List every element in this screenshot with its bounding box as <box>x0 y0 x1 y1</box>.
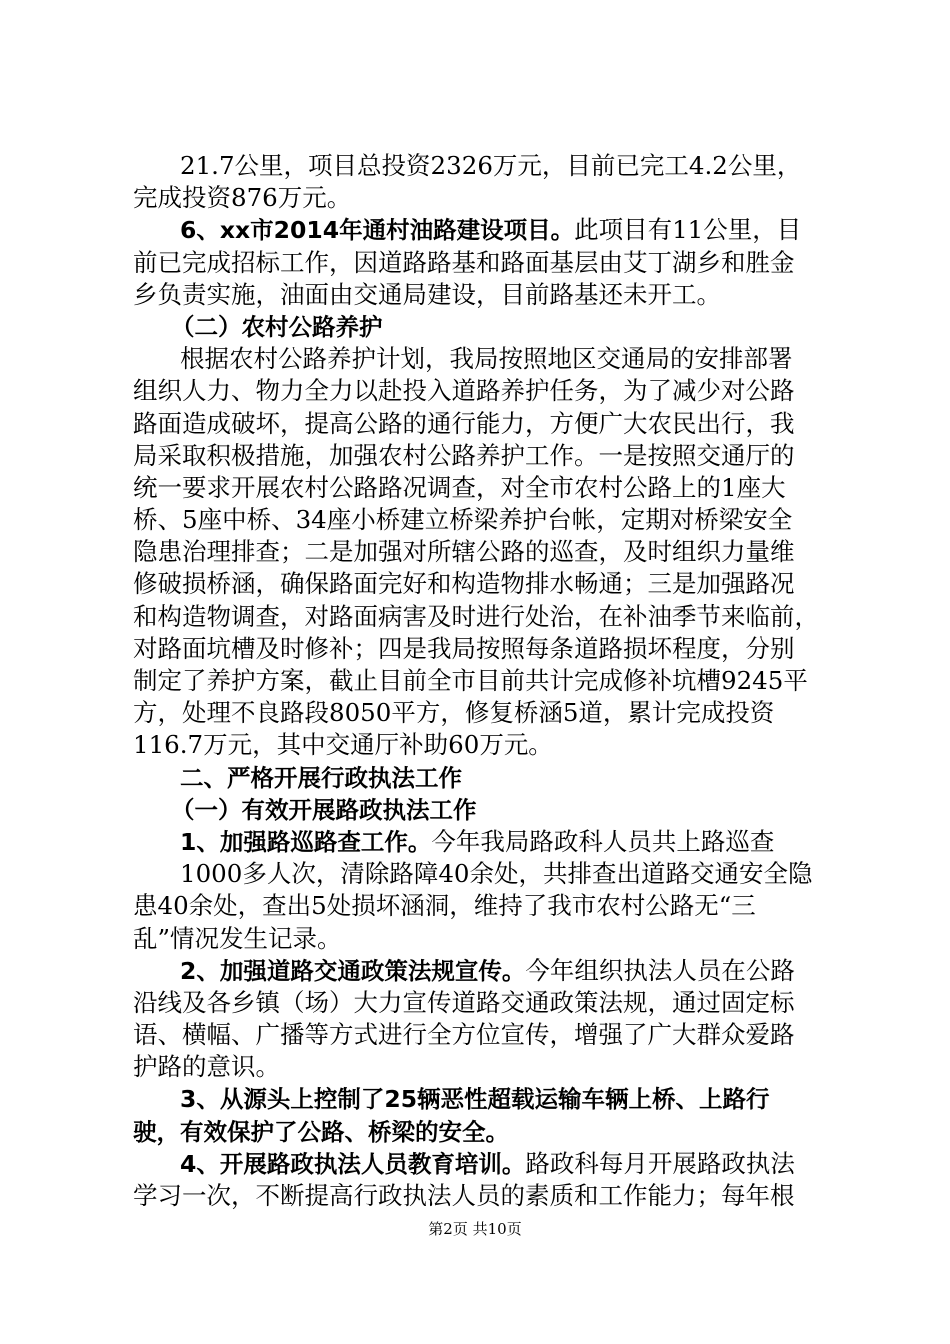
text-line-rest: 今年我局路政科人员共上路巡查 <box>431 826 775 856</box>
page-footer: 第2页 共10页 <box>428 1220 522 1238</box>
text-line-content: 4、开展路政执法人员教育培训。 <box>180 1149 526 1178</box>
text-line-content: 组织人力、物力全力以赴投入道路养护任务，为了减少对公路 <box>133 376 795 406</box>
text-line-content: 路面造成破坏，提高公路的通行能力，方便广大农民出行，我 <box>133 408 795 438</box>
text-line <box>133 279 833 311</box>
text-line <box>133 182 833 214</box>
text-line <box>133 1180 833 1212</box>
text-line-content: 3、从源头上控制了25辆恶性超载运输车辆上桥、上路行 <box>180 1085 770 1114</box>
text-line <box>133 1051 833 1083</box>
text-line-content: 和构造物调查，对路面病害及时进行处治，在补油季节来临前， <box>133 601 819 631</box>
text-line-content: 沿线及各乡镇（场）大力宣传道路交通政策法规，通过固定标 <box>133 987 795 1017</box>
text-line <box>133 1116 833 1148</box>
text-line <box>133 1148 833 1180</box>
text-line <box>133 762 833 794</box>
text-line <box>133 923 833 955</box>
text-line <box>133 214 833 246</box>
text-line-content: 隐患治理排查；二是加强对所辖公路的巡查，及时组织力量维 <box>133 537 795 567</box>
text-line-content: 前已完成招标工作，因道路路基和路面基层由艾丁湖乡和胜金 <box>133 247 795 277</box>
text-line-content: 6、xx市2014年通村油路建设项目。 <box>180 216 575 245</box>
text-line <box>133 633 833 665</box>
text-line <box>133 375 833 407</box>
text-line <box>133 1019 833 1051</box>
text-line-content: 修破损桥涵，确保路面完好和构造物排水畅通；三是加强路况 <box>133 569 795 599</box>
text-line <box>133 987 833 1019</box>
text-line-content: 116.7万元，其中交通厅补助60万元。 <box>133 730 553 760</box>
text-line <box>133 955 833 987</box>
text-line-content: 根据农村公路养护计划，我局按照地区交通局的安排部署 <box>180 344 793 374</box>
text-line <box>133 343 833 375</box>
text-line-content: 1000多人次，清除路障40余处，共排查出道路交通安全隐 <box>180 859 813 889</box>
text-line-content: 局采取积极措施，加强农村公路养护工作。一是按照交通厅的 <box>133 440 795 470</box>
text-line <box>133 247 833 279</box>
text-line-content: 患40余处，查出5处损坏涵洞，维持了我市农村公路无“三 <box>133 891 756 921</box>
text-line-content: 1、加强路巡路查工作。 <box>180 827 432 856</box>
text-line-rest: 今年组织执法人员在公路 <box>525 955 795 985</box>
text-line-content: （一）有效开展路政执法工作 <box>171 795 477 824</box>
text-line <box>133 440 833 472</box>
text-line-content: 乡负责实施，油面由交通局建设，目前路基还未开工。 <box>133 279 721 309</box>
text-line-content: （二）农村公路养护 <box>171 312 383 341</box>
text-line-content: 桥、5座中桥、34座小桥建立桥梁养护台帐，定期对桥梁安全 <box>133 505 793 535</box>
text-line <box>133 601 833 633</box>
text-line <box>133 150 833 182</box>
text-line-rest: 路政科每月开展路政执法 <box>525 1148 795 1178</box>
text-line-content: 语、横幅、广播等方式进行全方位宣传，增强了广大群众爱路 <box>133 1020 795 1050</box>
text-line <box>133 568 833 600</box>
text-line-content: 乱”情况发生记录。 <box>133 923 342 953</box>
text-line <box>133 697 833 729</box>
text-line <box>133 1083 833 1115</box>
text-line <box>133 311 833 343</box>
text-line <box>133 504 833 536</box>
text-line <box>133 729 833 761</box>
text-line-content: 制定了养护方案，截止目前全市目前共计完成修补坑槽9245平 <box>133 666 808 695</box>
text-line <box>133 890 833 922</box>
text-line-content: 21.7公里，项目总投资2326万元，目前已完工4.2公里， <box>180 151 802 180</box>
document-body <box>133 150 833 1212</box>
text-line-content: 二、严格开展行政执法工作 <box>180 763 462 792</box>
text-line-content: 驶，有效保护了公路、桥梁的安全。 <box>133 1117 509 1146</box>
text-line-rest: 此项目有11公里，目 <box>574 215 802 245</box>
text-line-content: 完成投资876万元。 <box>133 183 352 213</box>
text-line <box>133 408 833 440</box>
text-line <box>133 665 833 697</box>
text-line-content: 护路的意识。 <box>133 1052 280 1082</box>
text-line <box>133 858 833 890</box>
text-line-content: 学习一次，不断提高行政执法人员的素质和工作能力；每年根 <box>133 1181 795 1210</box>
text-line <box>133 536 833 568</box>
text-line-content: 统一要求开展农村公路路况调查，对全市农村公路上的1座大 <box>133 472 786 502</box>
text-line <box>133 826 833 858</box>
text-line <box>133 472 833 504</box>
text-line-content: 2、加强道路交通政策法规宣传。 <box>180 956 526 985</box>
text-line-content: 方，处理不良路段8050平方，修复桥涵5道，累计完成投资 <box>133 698 775 728</box>
text-line-content: 对路面坑槽及时修补；四是我局按照每条道路损坏程度，分别 <box>133 633 795 663</box>
text-line <box>133 794 833 826</box>
